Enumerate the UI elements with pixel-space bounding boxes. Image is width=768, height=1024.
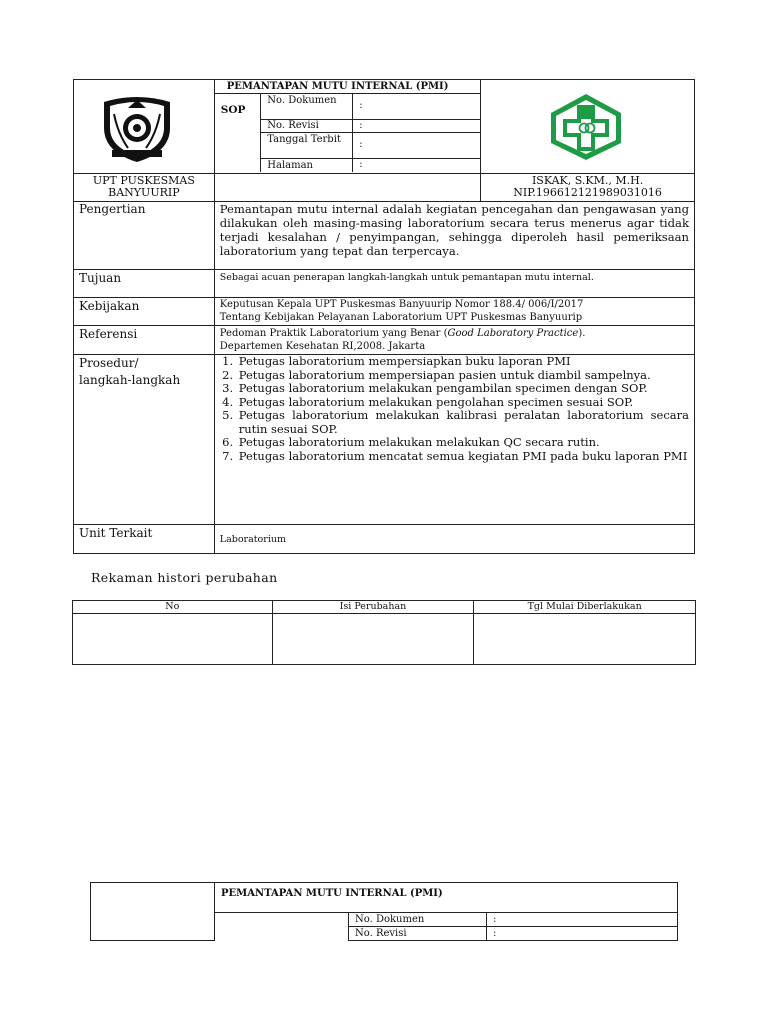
history-cell: [73, 614, 273, 665]
history-cell: [272, 614, 474, 665]
next-field-value-revisi: :: [487, 927, 678, 941]
referensi-pre: Pedoman Praktik Laboratorium yang Benar (: [219, 328, 448, 339]
next-field-label-dokumen: No. Dokumen: [349, 913, 487, 927]
next-emblem-cell: [91, 883, 215, 941]
next-sop-cell: [215, 913, 349, 941]
signer: [481, 174, 695, 202]
next-field-value-dokumen: :: [487, 913, 678, 927]
steps-list: [215, 355, 689, 463]
referensi-line2: Departemen Kesehatan RI,2008. Jakarta: [219, 341, 426, 352]
emblem-cell: [74, 80, 215, 174]
step-item: 1. Petugas laboratorium mempersiapkan buku laporan PMI: [237, 355, 689, 369]
text-referensi: [214, 326, 694, 355]
org-line1: UPT PUSKESMAS: [92, 174, 195, 187]
field-label-dokumen: No. Dokumen: [261, 93, 353, 119]
field-value-dokumen: :: [353, 93, 480, 119]
kebijakan-line1: Keputusan Kepala UPT Puskesmas Banyuurip Nomor 188.4/ 006/I/2017: [219, 299, 584, 310]
step-item: 5. Petugas laboratorium melakukan kalibrasi peralatan laboratorium secara rutin sesuai SOP.: [237, 409, 689, 436]
next-page-header: [90, 882, 678, 941]
step-item: 2. Petugas laboratorium mempersiapan pasien untuk diambil sampelnya.: [237, 369, 689, 383]
field-value-revisi: :: [353, 119, 480, 132]
history-table: [72, 600, 696, 665]
field-value-tanggal: :: [353, 132, 480, 158]
field-label-halaman: Halaman: [261, 158, 353, 172]
next-field-label-revisi: No. Revisi: [349, 927, 487, 941]
sop-label: SOP: [215, 93, 261, 172]
text-tujuan: Sebagai acuan penerapan langkah-langkah untuk pemantapan mutu internal.: [214, 270, 694, 298]
field-value-halaman: :: [359, 158, 363, 170]
label-referensi: Referensi: [74, 326, 215, 355]
referensi-italic: Good Laboratory Practice: [447, 328, 579, 339]
history-title: Rekaman histori perubahan: [91, 570, 278, 585]
label-tujuan: Tujuan: [74, 270, 215, 298]
kebijakan-line2: Tentang Kebijakan Pelayanan Laboratorium UPT Puskesmas Banyuurip: [219, 311, 583, 323]
field-label-tanggal: Tanggal Terbit: [261, 132, 353, 158]
sop-header-center: [214, 80, 480, 174]
next-doc-title: PEMANTAPAN MUTU INTERNAL (PMI): [215, 883, 678, 913]
steps-cell: [214, 355, 694, 525]
label-unit: Unit Terkait: [74, 525, 215, 554]
history-col-no: No: [73, 601, 273, 614]
text-unit: Laboratorium: [214, 525, 694, 554]
org-name: [74, 174, 215, 202]
step-item: 6. Petugas laboratorium melakukan melakukan QC secara rutin.: [237, 436, 689, 450]
logo-cell: [481, 80, 695, 174]
sop-header-inner: [215, 80, 480, 172]
field-label-revisi: No. Revisi: [261, 119, 353, 132]
referensi-post: ).: [578, 328, 586, 339]
label-pengertian: Pengertian: [74, 202, 215, 270]
prosedur-label-line1: Prosedur/: [79, 356, 139, 370]
referensi-line1: [220, 327, 689, 340]
doc-title: PEMANTAPAN MUTU INTERNAL (PMI): [215, 80, 480, 93]
label-kebijakan: Kebijakan: [74, 298, 215, 326]
step-item: 7. Petugas laboratorium mencatat semua kegiatan PMI pada buku laporan PMI: [237, 450, 689, 464]
regency-emblem-icon: [98, 94, 176, 164]
step-item: 4. Petugas laboratorium melakukan pengolahan specimen sesuai SOP.: [237, 396, 689, 410]
sop-table: [73, 79, 695, 554]
signer-nip: NIP.196612121989031016: [513, 186, 662, 199]
empty-cell: [214, 174, 480, 202]
puskesmas-logo-icon: [548, 93, 624, 161]
prosedur-label-line2: langkah-langkah: [79, 373, 181, 387]
signer-name: ISKAK, S.KM., M.H.: [531, 174, 644, 187]
history-cell: [474, 614, 696, 665]
org-line2: BANYUURIP: [108, 186, 180, 199]
step-item: 3. Petugas laboratorium melakukan pengambilan specimen dengan SOP.: [237, 382, 689, 396]
history-col-tgl: Tgl Mulai Diberlakukan: [474, 601, 696, 614]
text-kebijakan: [214, 298, 694, 326]
text-pengertian: Pemantapan mutu internal adalah kegiatan pencegahan dan pengawasan yang dilakukan oleh masing-masing laboratorium secara terus menerus agar tidak terjadi kesalahan / penyimpangan, sehingga diperoleh hasil pemeriksaan laboratorium yang tepat dan terpercaya.: [214, 202, 694, 270]
history-col-isi: Isi Perubahan: [272, 601, 474, 614]
label-prosedur: [74, 355, 215, 525]
